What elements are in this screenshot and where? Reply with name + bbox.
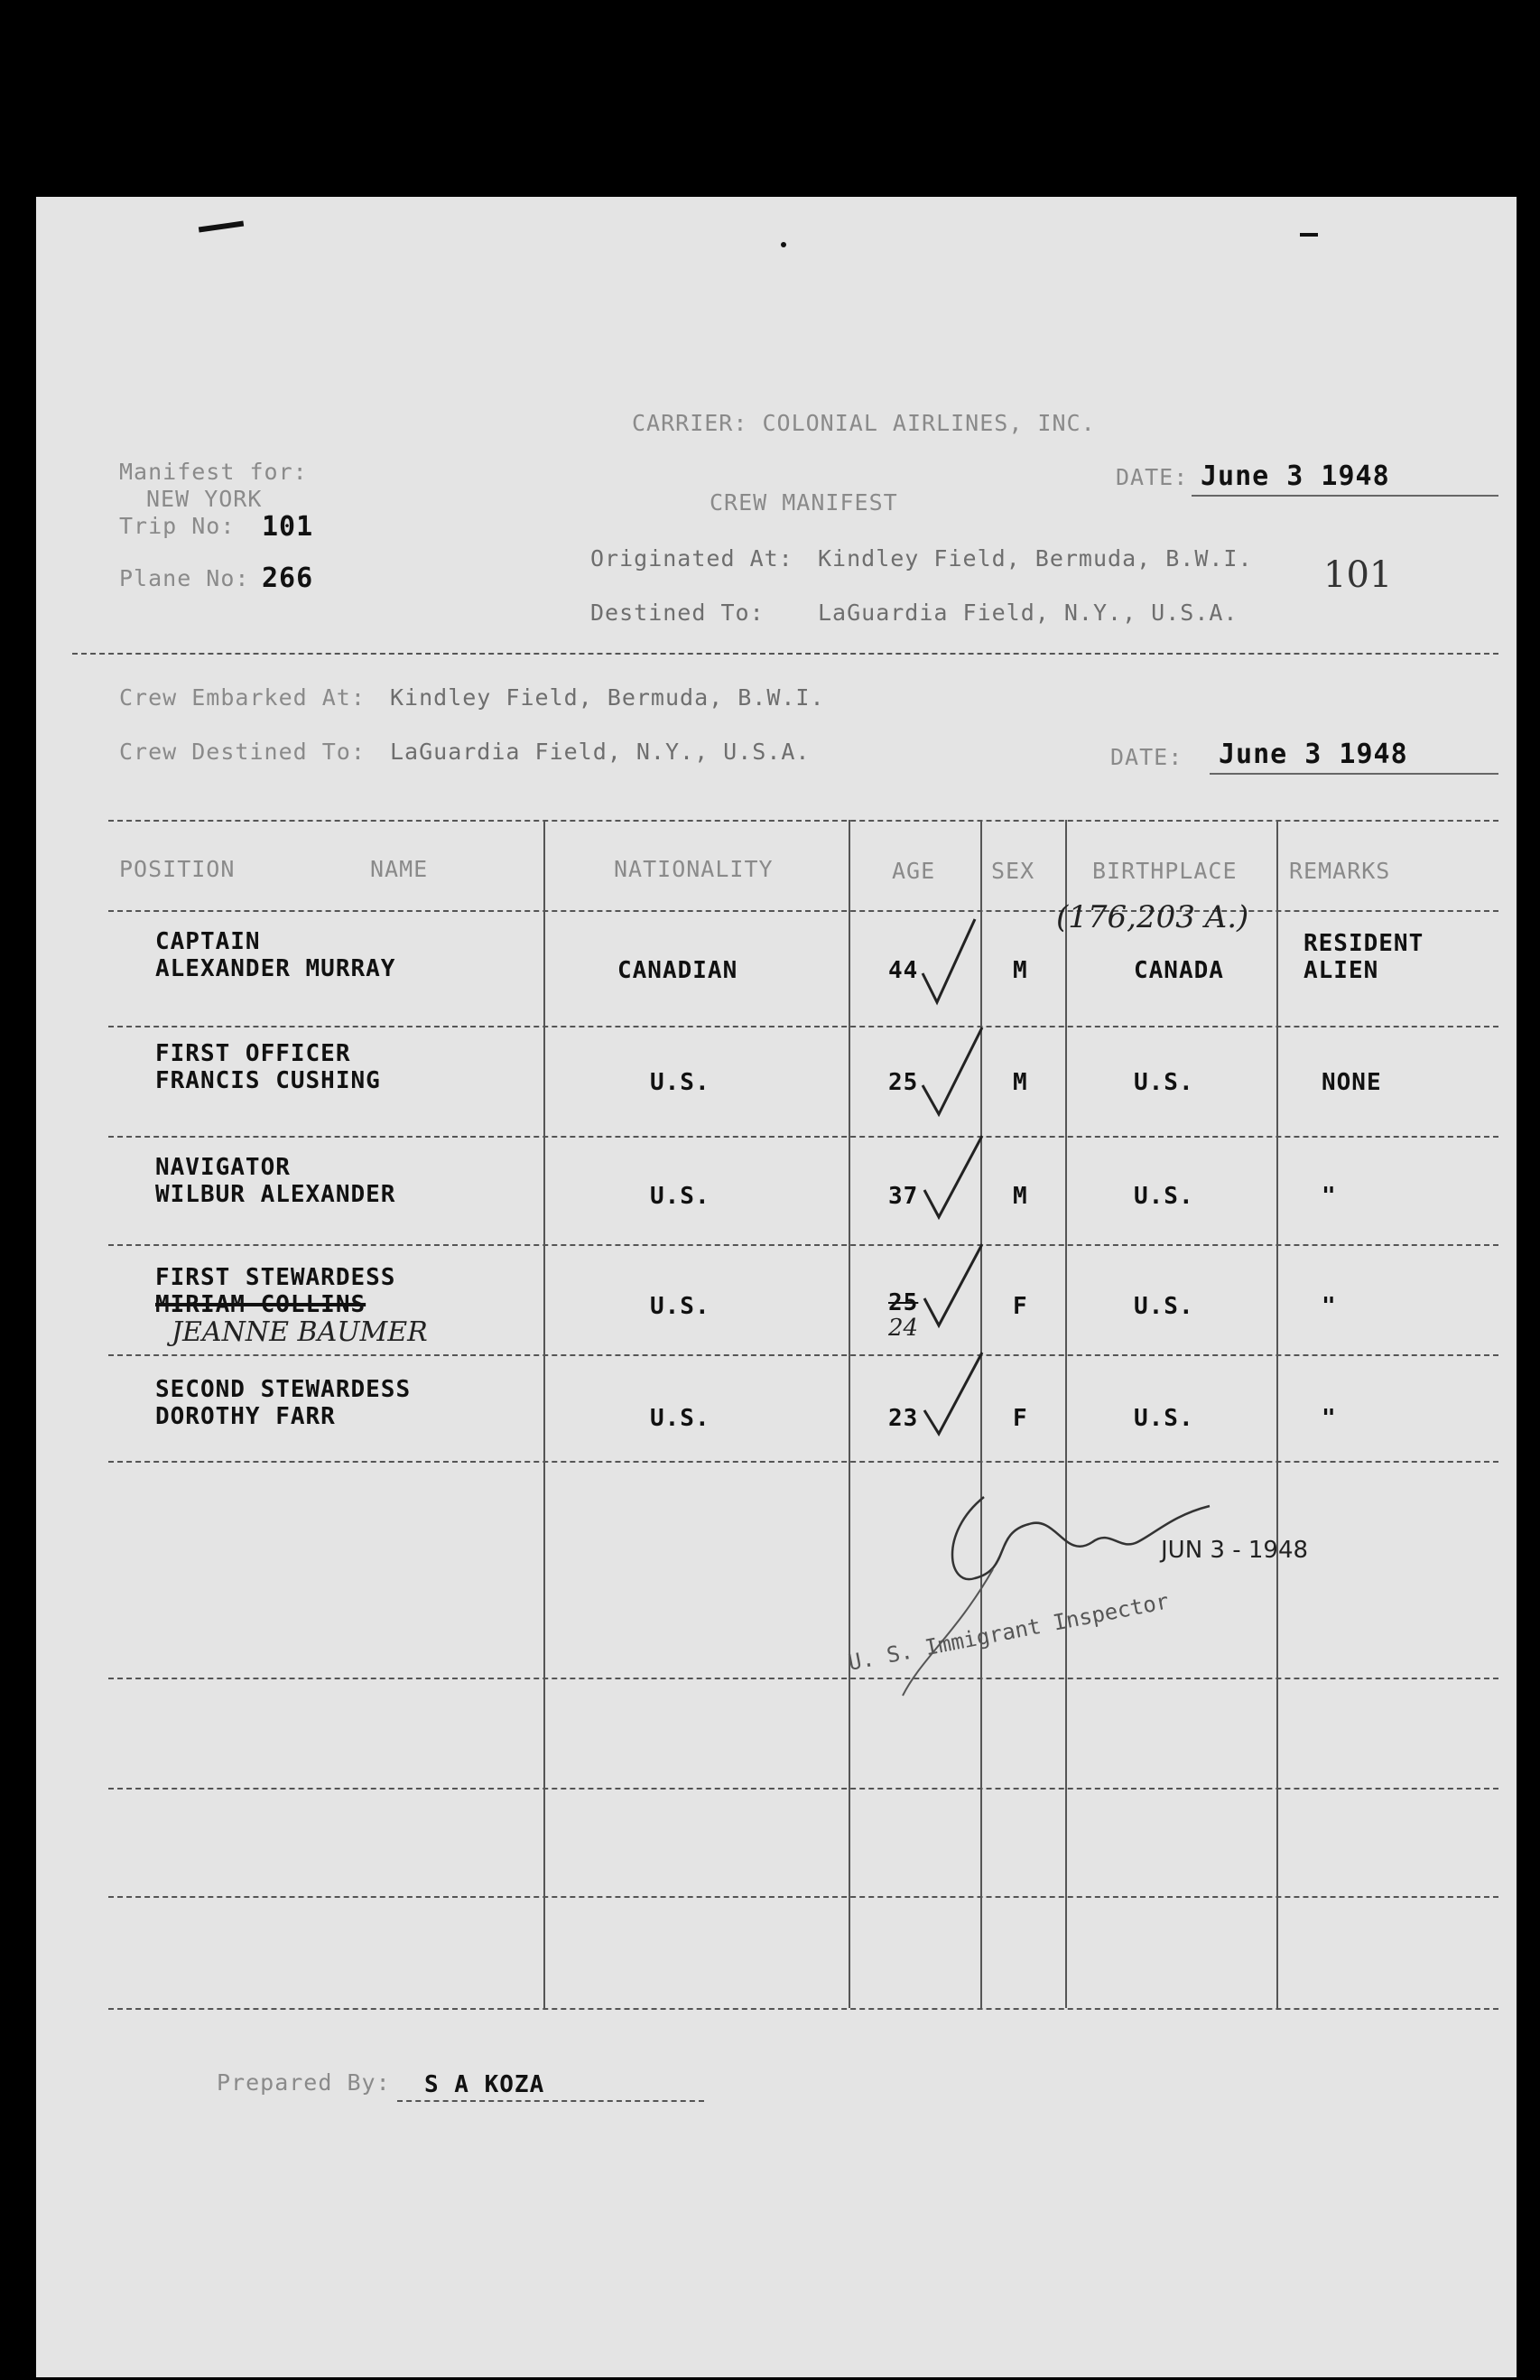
crew-destined-value: LaGuardia Field, N.Y., U.S.A.: [390, 739, 811, 765]
cell-remarks: ": [1322, 1183, 1337, 1210]
originated-label: Originated At:: [590, 545, 793, 572]
cell-sex: F: [1013, 1293, 1028, 1320]
cell-nationality: U.S.: [650, 1069, 710, 1096]
col-header-birthplace: BIRTHPLACE: [1092, 858, 1238, 884]
header-date-label: DATE:: [1116, 464, 1189, 490]
col-header-nationality: NATIONALITY: [614, 856, 774, 882]
cell-birthplace: U.S.: [1134, 1293, 1194, 1320]
scan-mark: [1300, 233, 1318, 237]
col-header-sex: SEX: [991, 858, 1035, 884]
row-divider: [108, 1354, 1498, 1356]
prepared-by-value: S A KOZA: [424, 2071, 545, 2098]
crew-date-underline: [1210, 773, 1498, 775]
check-mark-icon: [923, 919, 975, 1002]
check-mark-icon: [924, 1136, 982, 1217]
check-mark-icon: [924, 1244, 982, 1325]
header-date-underline: [1192, 495, 1498, 497]
cell-sex: M: [1013, 1069, 1028, 1096]
header-date-value: June 3 1948: [1201, 460, 1390, 492]
column-divider: [543, 820, 545, 2008]
cell-age: 23: [888, 1405, 919, 1432]
handwritten-age-correction: 24: [888, 1315, 919, 1342]
prepared-by-underline: [397, 2100, 704, 2102]
cell-name: FRANCIS CUSHING: [155, 1067, 381, 1094]
crew-date-value: June 3 1948: [1219, 739, 1408, 770]
check-mark-icon: [924, 1353, 982, 1434]
cell-sex: M: [1013, 1183, 1028, 1210]
cell-age: 25: [888, 1289, 919, 1316]
inspector-signature: [885, 1479, 1264, 1714]
row-divider: [108, 1026, 1498, 1027]
handwritten-number: 101: [1323, 554, 1393, 596]
cell-remarks: ": [1322, 1405, 1337, 1432]
cell-name: ALEXANDER MURRAY: [155, 955, 396, 982]
crew-embarked-label: Crew Embarked At:: [119, 684, 366, 711]
table-header-line: [108, 910, 1498, 912]
destined-value: LaGuardia Field, N.Y., U.S.A.: [818, 600, 1238, 626]
cell-birthplace: CANADA: [1134, 957, 1224, 984]
row-divider: [108, 1461, 1498, 1463]
cell-age: 44: [888, 957, 919, 984]
manifest-for-value: NEW YORK: [146, 486, 263, 512]
cell-remarks: NONE: [1322, 1069, 1382, 1096]
trip-label: Trip No:: [119, 513, 236, 539]
cell-sex: M: [1013, 957, 1028, 984]
row-divider: [108, 1678, 1498, 1679]
handwritten-name-correction: JEANNE BAUMER: [172, 1316, 428, 1348]
cell-position: FIRST STEWARDESS: [155, 1264, 396, 1291]
manifest-title: CREW MANIFEST: [710, 489, 898, 516]
cell-nationality: U.S.: [650, 1183, 710, 1210]
scan-mark: [781, 242, 786, 247]
col-header-name: NAME: [370, 856, 429, 882]
row-divider: [108, 1244, 1498, 1246]
cell-nationality: U.S.: [650, 1405, 710, 1432]
prepared-by-label: Prepared By:: [217, 2069, 391, 2096]
plane-label: Plane No:: [119, 565, 250, 591]
cell-nationality: CANADIAN: [617, 957, 738, 984]
column-divider: [1276, 820, 1278, 2008]
cell-age: 37: [888, 1183, 919, 1210]
cell-remarks: ": [1322, 1293, 1337, 1320]
cell-birthplace: U.S.: [1134, 1183, 1194, 1210]
trip-value: 101: [262, 511, 314, 543]
cell-name: DOROTHY FARR: [155, 1403, 336, 1430]
header-divider: [72, 653, 1498, 655]
crew-date-label: DATE:: [1110, 744, 1183, 770]
scan-mark: [199, 221, 244, 233]
manifest-sheet: [36, 197, 1517, 2377]
col-header-position: POSITION: [119, 856, 236, 882]
table-bottom-line: [108, 2008, 1498, 2010]
carrier-line: CARRIER: COLONIAL AIRLINES, INC.: [632, 410, 1096, 436]
cell-remarks: RESIDENT: [1303, 930, 1424, 957]
table-top-line: [108, 820, 1498, 822]
cell-position: NAVIGATOR: [155, 1154, 291, 1181]
check-mark-icon: [923, 1027, 982, 1114]
cell-nationality: U.S.: [650, 1293, 710, 1320]
cell-age: 25: [888, 1069, 919, 1096]
cell-remarks: ALIEN: [1303, 957, 1379, 984]
stamp-date: JUN 3 - 1948: [1161, 1537, 1309, 1564]
row-divider: [108, 1136, 1498, 1138]
crew-embarked-value: Kindley Field, Bermuda, B.W.I.: [390, 684, 825, 711]
originated-value: Kindley Field, Bermuda, B.W.I.: [818, 545, 1253, 572]
cell-sex: F: [1013, 1405, 1028, 1432]
cell-birthplace: U.S.: [1134, 1405, 1194, 1432]
crew-destined-label: Crew Destined To:: [119, 739, 366, 765]
stamp-title: U. S. Immigrant Inspector: [846, 1588, 1172, 1676]
handwritten-birthplace-note: (176,203 A.): [1056, 899, 1249, 935]
cell-position: FIRST OFFICER: [155, 1040, 351, 1067]
row-divider: [108, 1896, 1498, 1898]
column-divider: [849, 820, 850, 2008]
row-divider: [108, 1788, 1498, 1790]
cell-position: CAPTAIN: [155, 928, 261, 955]
plane-value: 266: [262, 562, 314, 594]
manifest-for-label: Manifest for:: [119, 459, 308, 485]
cell-position: SECOND STEWARDESS: [155, 1376, 412, 1403]
col-header-age: AGE: [892, 858, 936, 884]
cell-name: MIRIAM COLLINS: [155, 1291, 366, 1318]
col-header-remarks: REMARKS: [1289, 858, 1391, 884]
destined-label: Destined To:: [590, 600, 765, 626]
cell-birthplace: U.S.: [1134, 1069, 1194, 1096]
column-divider: [1065, 820, 1067, 2008]
cell-name: WILBUR ALEXANDER: [155, 1181, 396, 1208]
